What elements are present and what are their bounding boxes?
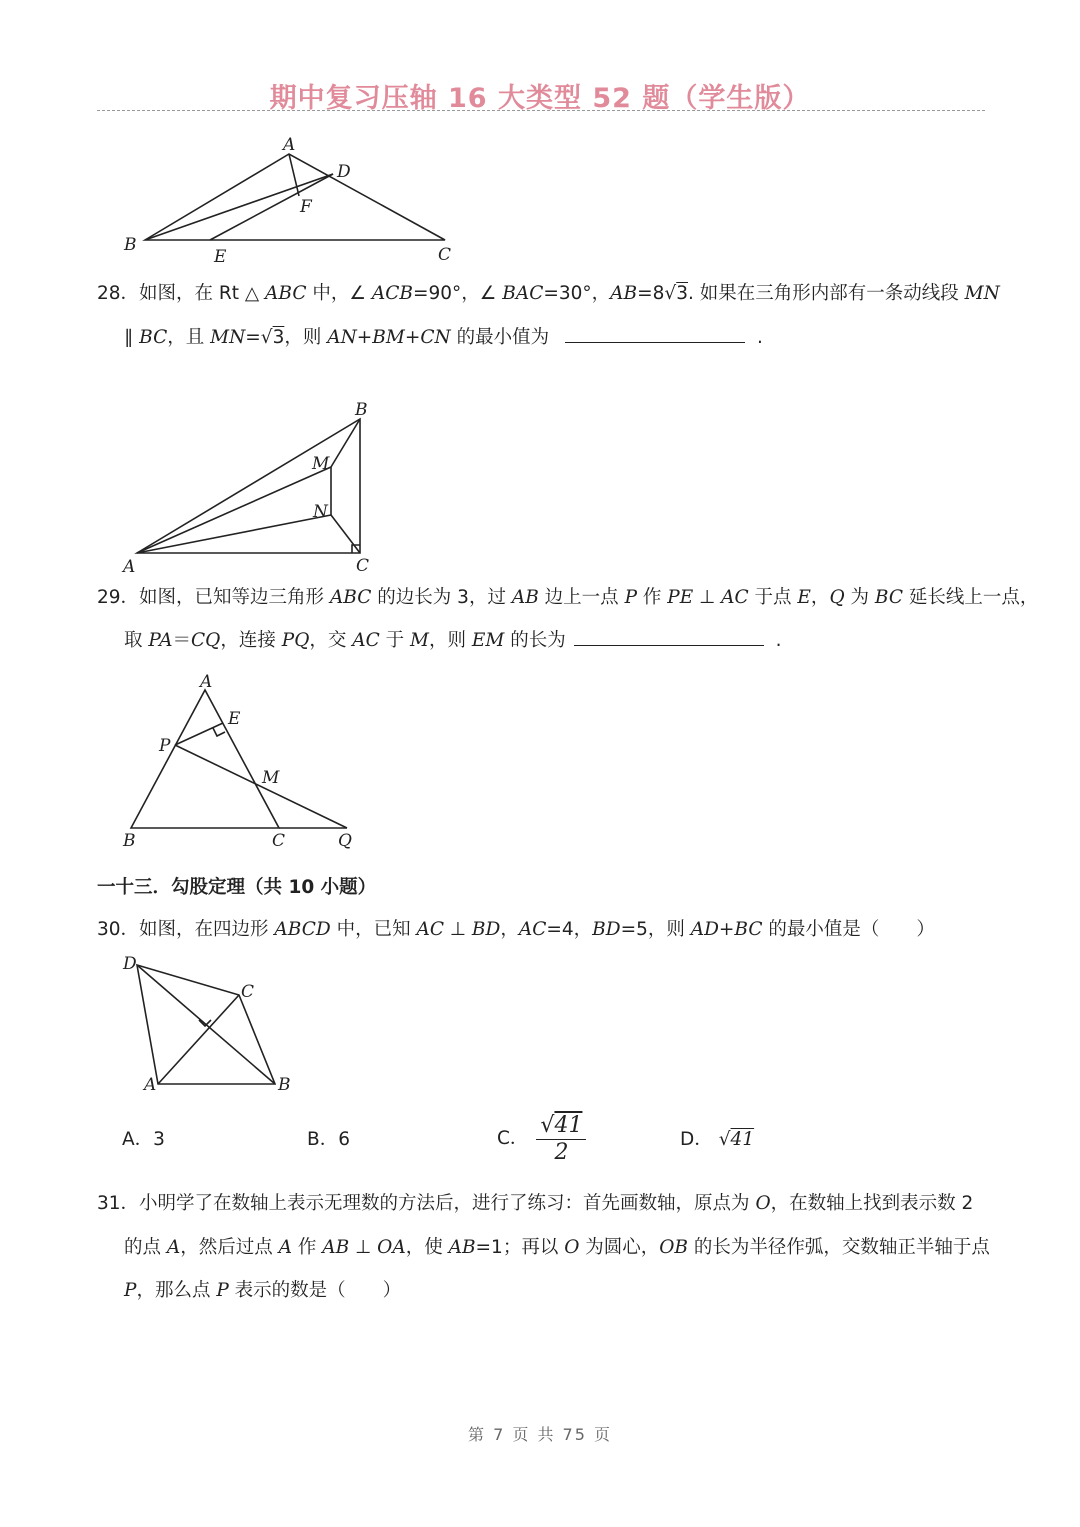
label-c: C <box>241 982 255 1002</box>
label-b: B <box>123 831 136 851</box>
label-a: A <box>283 135 296 155</box>
fraction: $\frac{√41}{2}$ <box>536 1113 586 1166</box>
label-c: C <box>356 556 370 576</box>
page-footer: 第 7 页 共 75 页 <box>468 1425 612 1444</box>
label-p: P <box>159 736 171 756</box>
segment-an <box>137 515 331 553</box>
triangle-abc <box>145 154 445 240</box>
q29-answer-blank[interactable] <box>574 627 764 646</box>
label-a: A <box>144 1075 157 1095</box>
q30-option-c[interactable]: C． $\frac{√41}{2}$ <box>497 1107 586 1171</box>
label-e: E <box>214 247 227 267</box>
triangle-abc <box>137 419 360 553</box>
label-d: D <box>123 954 137 974</box>
q28-line1: 28．如图，在 Rt △ ABC 中，∠ ACB=90°，∠ BAC=30°，AB=8√3. 如果在三角形内部有一条动线段 MN <box>97 283 1000 304</box>
figure-28 <box>115 395 385 580</box>
segment-pq <box>175 745 347 828</box>
q31-line1: 31．小明学了在数轴上表示无理数的方法后，进行了练习：首先画数轴，原点为 O，在数轴上找到表示数 2 <box>97 1193 974 1214</box>
q28-answer-blank[interactable] <box>565 324 745 343</box>
q31-line2: 的点 A，然后过点 A 作 AB ⊥ OA，使 AB=1；再以 O 为圆心，OB 的长为半径作弧，交数轴正半轴于点 <box>124 1237 990 1258</box>
label-a: A <box>200 672 213 692</box>
label-f: F <box>300 197 312 217</box>
header-divider <box>97 110 985 111</box>
q30-option-b[interactable]: B．6 <box>307 1129 350 1150</box>
section-title: 一十三．勾股定理（共 10 小题） <box>97 877 377 898</box>
label-b: B <box>355 400 368 420</box>
label-e: E <box>228 709 241 729</box>
label-a: A <box>123 557 136 577</box>
q29-line1: 29．如图，已知等边三角形 ABC 的边长为 3，过 AB 边上一点 P 作 PE ⊥ AC 于点 E，Q 为 BC 延长线上一点， <box>97 587 1039 608</box>
figure-30 <box>115 950 315 1100</box>
segment-cn <box>331 515 360 553</box>
q30-question: 30．如图，在四边形 ABCD 中，已知 AC ⊥ BD，AC=4，BD=5，则 AD+BC 的最小值是（ ） <box>97 919 935 940</box>
label-m: M <box>312 454 330 474</box>
q31-line3: P，那么点 P 表示的数是（ ） <box>124 1280 402 1301</box>
figure-29 <box>115 668 365 853</box>
label-c: C <box>438 245 452 265</box>
segment-ed <box>210 174 333 240</box>
q30-option-a[interactable]: A．3 <box>122 1129 165 1150</box>
q30-option-d[interactable]: D． √41 <box>680 1129 755 1150</box>
label-b: B <box>124 235 137 255</box>
label-b: B <box>278 1075 291 1095</box>
label-m: M <box>262 768 280 788</box>
diagonal-ac <box>158 995 239 1084</box>
label-c: C <box>272 831 286 851</box>
label-n: N <box>313 502 328 522</box>
segment-bm <box>331 419 360 467</box>
right-angle-mark <box>213 728 225 736</box>
label-d: D <box>337 162 351 182</box>
label-q: Q <box>338 831 352 851</box>
page-header-title: 期中复习压轴 16 大类型 52 题（学生版） <box>269 83 811 114</box>
q29-line2: 取 PA＝CQ，连接 PQ，交 AC 于 M，则 EM 的长为 . <box>124 627 782 654</box>
q28-line2: ∥ BC，且 MN=√3，则 AN+BM+CN 的最小值为 . <box>124 324 763 351</box>
segment-am <box>137 467 331 553</box>
figure-27 <box>115 130 475 270</box>
